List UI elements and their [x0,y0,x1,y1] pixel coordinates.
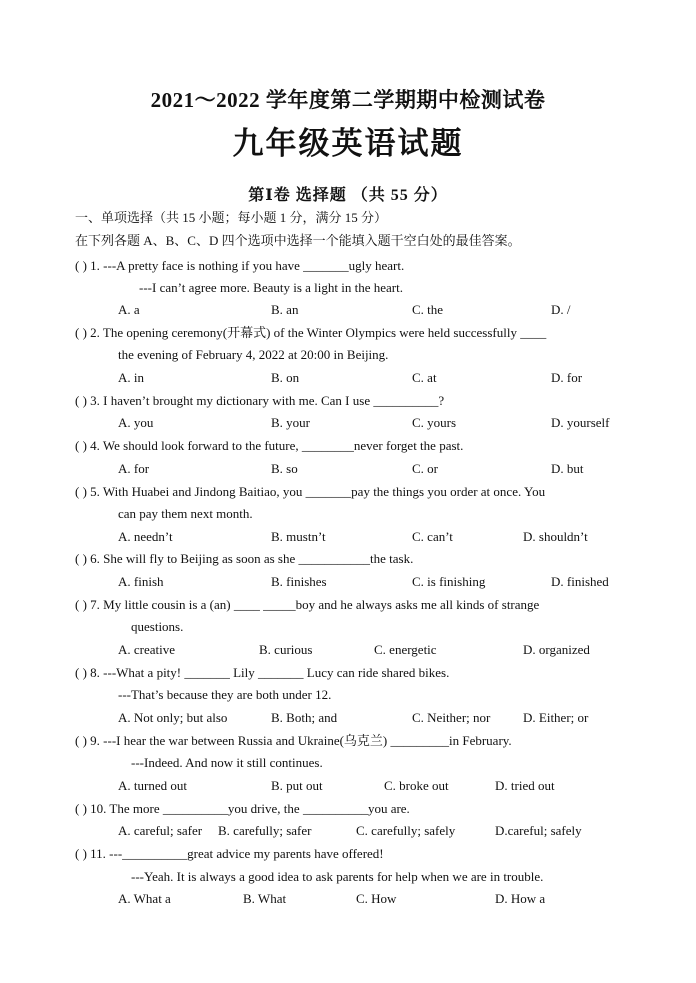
question-1-line-1: ( ) 1. ---A pretty face is nothing if you have _______ugly heart. [75,258,405,273]
question-8-line-1: ( ) 8. ---What a pity! _______ Lily _______ Lucy can ride shared bikes. [75,665,450,680]
question-2-line-2: the evening of February 4, 2022 at 20:00 in Beijing. [118,347,389,362]
question-9-option-a: A. turned out [118,778,187,793]
question-3-option-c: C. yours [412,415,457,430]
question-7-option-c: C. energetic [374,642,437,657]
part-instruction: 在下列各题 A、B、C、D 四个选项中选择一个能填入题干空白处的最佳答案。 [75,233,521,248]
question-1-option-d: D. / [551,302,571,317]
question-11-option-c: C. How [356,891,397,906]
question-3-line-1: ( ) 3. I haven’t brought my dictionary with me. Can I use __________? [75,393,445,408]
question-1-option-c: C. the [412,302,444,317]
question-2-option-d: D. for [551,370,583,385]
question-5-option-c: C. can’t [412,529,453,544]
question-6-option-d: D. finished [551,574,609,589]
question-8-option-c: C. Neither; nor [412,710,491,725]
question-3-option-b: B. your [271,415,310,430]
exam-subtitle: 九年级英语试题 [232,126,464,162]
question-10-option-a: A. careful; safer [118,823,203,838]
question-5-line-1: ( ) 5. With Huabei and Jindong Baitiao, you _______pay the things you order at once. You [75,484,546,499]
question-2-option-b: B. on [271,370,300,385]
question-8-option-b: B. Both; and [271,710,338,725]
question-11-option-a: A. What a [118,891,171,906]
question-1-line-2: ---I can’t agree more. Beauty is a light in the heart. [139,280,403,295]
question-7-option-d: D. organized [523,642,590,657]
question-9-option-b: B. put out [271,778,323,793]
question-10-option-d: D.careful; safely [495,823,582,838]
question-4-option-a: A. for [118,461,150,476]
question-10-option-c: C. carefully; safely [356,823,456,838]
part-heading: 一、单项选择（共 15 小题；每小题 1 分，满分 15 分） [75,210,388,225]
question-6-line-1: ( ) 6. She will fly to Beijing as soon as she ___________the task. [75,551,414,566]
question-6-option-b: B. finishes [271,574,327,589]
question-2-line-1: ( ) 2. The opening ceremony(开幕式) of the Winter Olympics were held successfully ____ [75,325,547,340]
question-7-line-1: ( ) 7. My little cousin is a (an) ____ _____boy and he always asks me all kinds of strange [75,597,540,612]
question-5-line-2: can pay them next month. [118,506,253,521]
question-4-option-c: C. or [412,461,438,476]
question-11-line-2: ---Yeah. It is always a good idea to ask parents for help when we are in trouble. [131,869,544,884]
question-7-option-a: A. creative [118,642,176,657]
question-7-option-b: B. curious [259,642,313,657]
question-10-option-b: B. carefully; safer [218,823,312,838]
question-9-option-c: C. broke out [384,778,449,793]
exam-title: 2021～2022 学年度第二学期期中检测试卷 [150,88,546,112]
section-heading: 第Ⅰ卷 选择题 （共 55 分） [248,187,448,204]
question-3-option-d: D. yourself [551,415,610,430]
question-11-option-b: B. What [243,891,287,906]
question-6-option-a: A. finish [118,574,164,589]
question-3-option-a: A. you [118,415,154,430]
question-10-line-1: ( ) 10. The more __________you drive, the __________you are. [75,801,410,816]
question-5-option-d: D. shouldn’t [523,529,588,544]
question-2-option-c: C. at [412,370,437,385]
question-5-option-b: B. mustn’t [271,529,326,544]
question-11-line-1: ( ) 11. ---__________great advice my parents have offered! [75,846,384,861]
question-6-option-c: C. is finishing [412,574,486,589]
question-2-option-a: A. in [118,370,144,385]
question-9-line-1: ( ) 9. ---I hear the war between Russia and Ukraine(乌克兰) _________in February. [75,733,512,748]
question-8-line-2: ---That’s because they are both under 12. [118,687,332,702]
question-9-option-d: D. tried out [495,778,555,793]
question-4-line-1: ( ) 4. We should look forward to the future, ________never forget the past. [75,438,464,453]
question-7-line-2: questions. [131,619,184,634]
question-8-option-d: D. Either; or [523,710,589,725]
question-4-option-d: D. but [551,461,584,476]
question-11-option-d: D. How a [495,891,546,906]
question-1-option-b: B. an [271,302,299,317]
question-5-option-a: A. needn’t [118,529,173,544]
question-9-line-2: ---Indeed. And now it still continues. [131,755,323,770]
question-8-option-a: A. Not only; but also [118,710,228,725]
question-4-option-b: B. so [271,461,298,476]
question-1-option-a: A. a [118,302,140,317]
